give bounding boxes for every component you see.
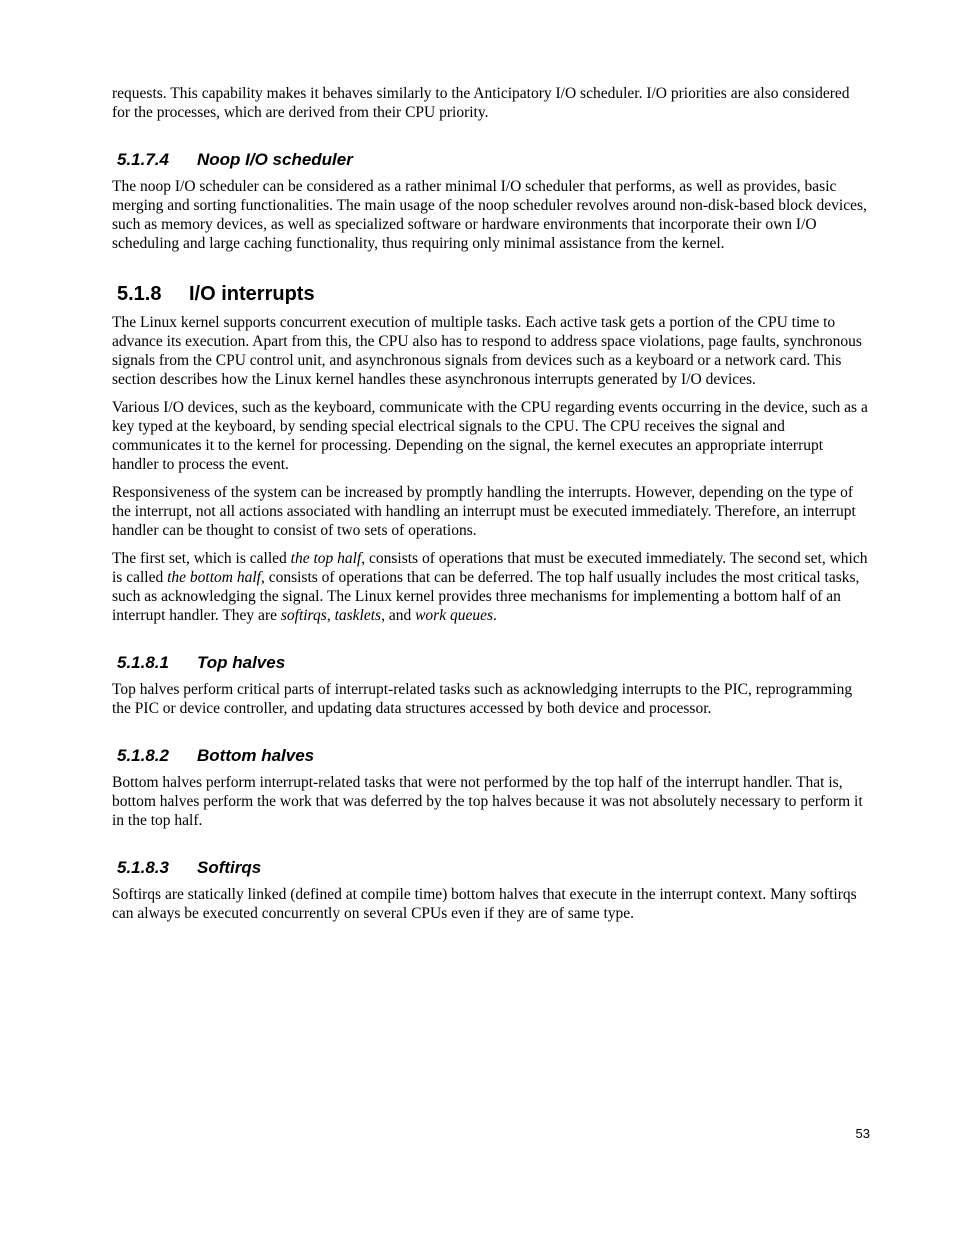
text-run: ,: [326, 607, 335, 624]
page-number: 53: [855, 1126, 870, 1141]
section-number: 5.1.8: [117, 283, 162, 305]
paragraph: Responsiveness of the system can be increased by promptly handling the interrupts. However, depending on the type of the interrupt, not all actions associated with handling an interrupt must be executed immediately. Therefore, an interrupt handler can be thought to consist of two sets of operations.: [112, 484, 856, 539]
section-title: Top halves: [197, 653, 286, 672]
paragraph: [112, 549, 870, 625]
italic-term: softirqs: [280, 607, 327, 624]
text-run: .: [493, 607, 497, 624]
section-heading-5-1-8: [117, 282, 870, 306]
paragraph: Various I/O devices, such as the keyboard, communicate with the CPU regarding events occurring in the device, such as a key typed at the keyboard, by sending special electrical signals to the CPU. The CPU receives the signal and communicates it to the kernel for processing. Depending on the signal, the kernel executes an appropriate interrupt handler to process the event.: [112, 399, 868, 473]
paragraph: The Linux kernel supports concurrent execution of multiple tasks. Each active task gets a portion of the CPU time to advance its execution. Apart from this, the CPU also has to respond to address space violations, page faults, synchronous signals from the CPU control unit, and asynchronous signals from devices such as a keyboard or a network card. This section describes how the Linux kernel handles these asynchronous interrupts generated by I/O devices.: [112, 314, 862, 388]
section-title: Softirqs: [197, 858, 262, 877]
section-title: I/O interrupts: [189, 283, 315, 305]
italic-term: tasklets: [334, 607, 382, 624]
intro-paragraph: requests. This capability makes it behaves similarly to the Anticipatory I/O scheduler. I/O priorities are also considered for the processes, which are derived from their CPU priority.: [112, 85, 850, 121]
section-number: 5.1.8.2: [117, 746, 169, 765]
section-heading-5-1-8-2: [117, 745, 870, 766]
section-heading-5-1-8-1: [117, 652, 870, 673]
section-heading-5-1-8-3: [117, 857, 870, 878]
text-run: , consists of operations that must be executed immediately. The second set, which is called: [112, 550, 868, 586]
text-run: , and: [381, 607, 416, 624]
italic-term: the top half: [290, 550, 362, 567]
section-number: 5.1.8.1: [117, 653, 169, 672]
paragraph: Softirqs are statically linked (defined at compile time) bottom halves that execute in the interrupt context. Many softirqs can always be executed concurrently on several CPUs even if they are of same type.: [112, 886, 857, 922]
italic-term: work queues: [415, 607, 493, 624]
text-run: The first set, which is called: [112, 550, 291, 567]
paragraph: Top halves perform critical parts of interrupt-related tasks such as acknowledging interrupts to the PIC, reprogramming the PIC or device controller, and updating data structures accessed by both device and processor.: [112, 681, 853, 717]
section-heading-5-1-7-4: [117, 149, 870, 170]
paragraph: The noop I/O scheduler can be considered as a rather minimal I/O scheduler that performs, as well as provides, basic merging and sorting functionalities. The main usage of the noop scheduler revolves around non-disk-based block devices, such as memory devices, as well as specialized software or hardware environments that incorporate their own I/O scheduling and large caching functionality, thus requiring only minimal assistance from the kernel.: [112, 178, 867, 252]
text-run: , consists of operations that can be deferred. The top half usually includes the most critical tasks, such as acknowledging the signal. The Linux kernel provides three mechanisms for implementing a bottom half of an interrupt handler. They are: [112, 569, 860, 624]
document-page: [112, 84, 870, 932]
italic-term: the bottom half: [167, 569, 261, 586]
section-number: 5.1.7.4: [117, 150, 169, 169]
section-title: Bottom halves: [197, 746, 315, 765]
paragraph: Bottom halves perform interrupt-related tasks that were not performed by the top half of the interrupt handler. That is, bottom halves perform the work that was deferred by the top halves because it was not absolutely necessary to perform it in the top half.: [112, 774, 863, 829]
section-number: 5.1.8.3: [117, 858, 169, 877]
section-title: Noop I/O scheduler: [197, 150, 353, 169]
